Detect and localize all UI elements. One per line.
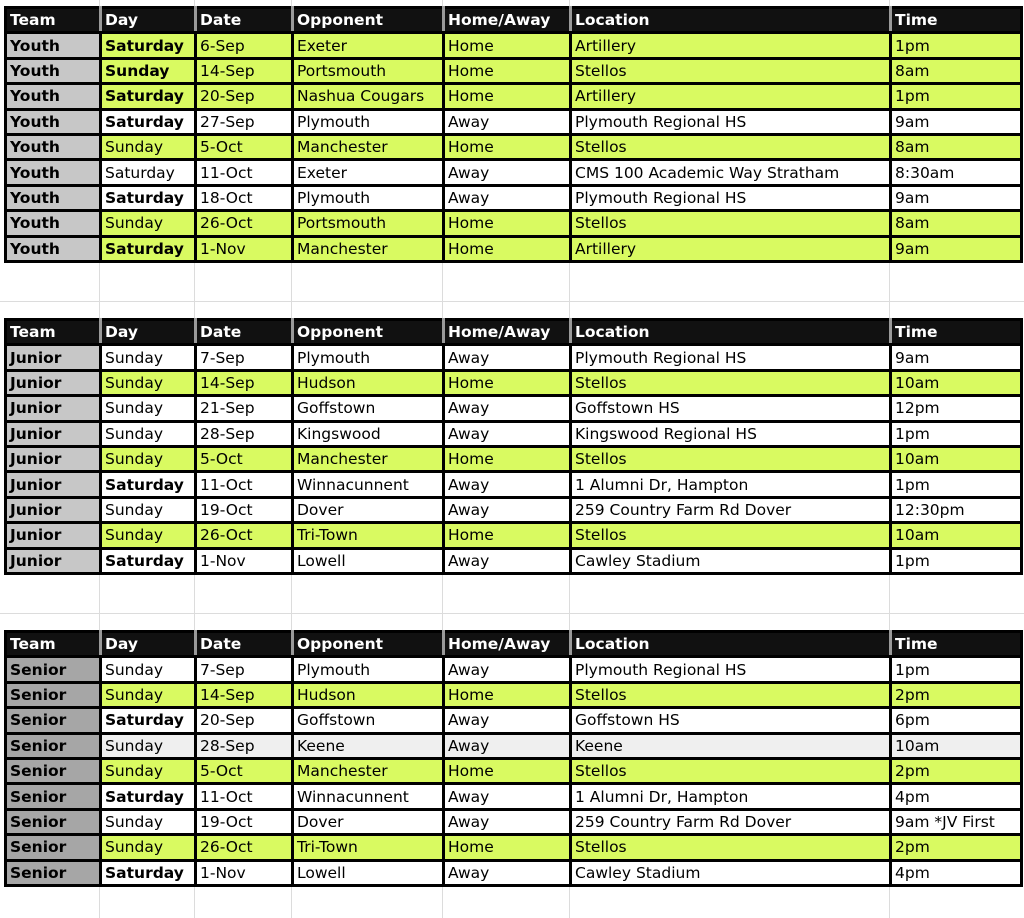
column-header-opponent: Opponent [293, 320, 444, 345]
team-cell: Junior [6, 345, 101, 370]
location-cell: Stellos [571, 758, 891, 783]
home-away-cell: Home [444, 682, 571, 707]
day-cell: Saturday [101, 784, 196, 809]
team-cell: Senior [6, 708, 101, 733]
day-cell: Sunday [101, 211, 196, 236]
time-cell: 10am [891, 523, 1022, 548]
home-away-cell: Away [444, 345, 571, 370]
date-cell: 7-Sep [196, 345, 293, 370]
time-cell: 8:30am [891, 160, 1022, 185]
time-cell: 8am [891, 211, 1022, 236]
time-cell: 8am [891, 58, 1022, 83]
column-header-location: Location [571, 8, 891, 33]
home-away-cell: Away [444, 733, 571, 758]
table-row [6, 345, 1022, 370]
table-row [6, 809, 1022, 834]
home-away-cell: Away [444, 185, 571, 210]
home-away-cell: Home [444, 33, 571, 58]
opponent-cell: Plymouth [293, 185, 444, 210]
home-away-cell: Home [444, 758, 571, 783]
table-row [6, 548, 1022, 573]
team-cell: Youth [6, 211, 101, 236]
time-cell: 2pm [891, 758, 1022, 783]
home-away-cell: Home [444, 134, 571, 159]
table-row [6, 784, 1022, 809]
home-away-cell: Home [444, 236, 571, 261]
day-cell: Saturday [101, 472, 196, 497]
column-header-home-away: Home/Away [444, 320, 571, 345]
opponent-cell: Plymouth [293, 657, 444, 682]
location-cell: Stellos [571, 523, 891, 548]
location-cell: 1 Alumni Dr, Hampton [571, 472, 891, 497]
opponent-cell: Portsmouth [293, 58, 444, 83]
day-cell: Sunday [101, 446, 196, 471]
table-row [6, 33, 1022, 58]
column-header-day: Day [101, 8, 196, 33]
day-cell: Sunday [101, 835, 196, 860]
day-cell: Sunday [101, 345, 196, 370]
home-away-cell: Away [444, 472, 571, 497]
location-cell: Goffstown HS [571, 396, 891, 421]
date-cell: 14-Sep [196, 58, 293, 83]
time-cell: 2pm [891, 835, 1022, 860]
day-cell: Sunday [101, 809, 196, 834]
location-cell: Cawley Stadium [571, 548, 891, 573]
table-row [6, 835, 1022, 860]
date-cell: 7-Sep [196, 657, 293, 682]
opponent-cell: Hudson [293, 370, 444, 395]
home-away-cell: Away [444, 160, 571, 185]
day-cell: Saturday [101, 109, 196, 134]
youth-schedule-table [4, 6, 1023, 263]
opponent-cell: Winnacunnent [293, 472, 444, 497]
location-cell: Stellos [571, 211, 891, 236]
team-cell: Junior [6, 370, 101, 395]
team-cell: Junior [6, 523, 101, 548]
team-cell: Senior [6, 758, 101, 783]
date-cell: 6-Sep [196, 33, 293, 58]
location-cell: Plymouth Regional HS [571, 185, 891, 210]
date-cell: 26-Oct [196, 523, 293, 548]
table-row [6, 758, 1022, 783]
table-row [6, 523, 1022, 548]
location-cell: Stellos [571, 835, 891, 860]
time-cell: 10am [891, 733, 1022, 758]
home-away-cell: Home [444, 370, 571, 395]
home-away-cell: Home [444, 523, 571, 548]
opponent-cell: Dover [293, 809, 444, 834]
column-header-date: Date [196, 8, 293, 33]
date-cell: 26-Oct [196, 835, 293, 860]
header-row [6, 632, 1022, 657]
grid-line [0, 301, 1024, 302]
table-row [6, 682, 1022, 707]
time-cell: 6pm [891, 708, 1022, 733]
home-away-cell: Home [444, 835, 571, 860]
home-away-cell: Home [444, 211, 571, 236]
team-cell: Youth [6, 185, 101, 210]
table-row [6, 58, 1022, 83]
time-cell: 8am [891, 134, 1022, 159]
team-cell: Youth [6, 160, 101, 185]
team-cell: Youth [6, 58, 101, 83]
location-cell: Artillery [571, 33, 891, 58]
day-cell: Saturday [101, 236, 196, 261]
location-cell: Plymouth Regional HS [571, 109, 891, 134]
time-cell: 2pm [891, 682, 1022, 707]
team-cell: Senior [6, 784, 101, 809]
team-cell: Junior [6, 472, 101, 497]
day-cell: Sunday [101, 657, 196, 682]
team-cell: Youth [6, 236, 101, 261]
team-cell: Junior [6, 446, 101, 471]
date-cell: 5-Oct [196, 758, 293, 783]
table-row [6, 84, 1022, 109]
home-away-cell: Home [444, 58, 571, 83]
column-header-day: Day [101, 320, 196, 345]
day-cell: Sunday [101, 733, 196, 758]
location-cell: Plymouth Regional HS [571, 657, 891, 682]
table-row [6, 446, 1022, 471]
time-cell: 9am [891, 109, 1022, 134]
column-header-day: Day [101, 632, 196, 657]
time-cell: 9am *JV First [891, 809, 1022, 834]
location-cell: CMS 100 Academic Way Stratham [571, 160, 891, 185]
opponent-cell: Dover [293, 497, 444, 522]
team-cell: Junior [6, 548, 101, 573]
home-away-cell: Away [444, 784, 571, 809]
column-header-home-away: Home/Away [444, 8, 571, 33]
column-header-team: Team [6, 320, 101, 345]
time-cell: 10am [891, 370, 1022, 395]
opponent-cell: Manchester [293, 236, 444, 261]
header-row [6, 320, 1022, 345]
opponent-cell: Manchester [293, 446, 444, 471]
day-cell: Sunday [101, 523, 196, 548]
column-header-time: Time [891, 632, 1022, 657]
team-cell: Youth [6, 109, 101, 134]
junior-schedule-table [4, 318, 1023, 575]
team-cell: Senior [6, 733, 101, 758]
home-away-cell: Home [444, 84, 571, 109]
column-header-opponent: Opponent [293, 8, 444, 33]
column-header-team: Team [6, 8, 101, 33]
table-row [6, 160, 1022, 185]
column-header-home-away: Home/Away [444, 632, 571, 657]
date-cell: 1-Nov [196, 548, 293, 573]
opponent-cell: Keene [293, 733, 444, 758]
column-header-date: Date [196, 320, 293, 345]
date-cell: 28-Sep [196, 421, 293, 446]
team-cell: Senior [6, 809, 101, 834]
date-cell: 21-Sep [196, 396, 293, 421]
time-cell: 9am [891, 236, 1022, 261]
home-away-cell: Away [444, 421, 571, 446]
opponent-cell: Portsmouth [293, 211, 444, 236]
date-cell: 1-Nov [196, 236, 293, 261]
day-cell: Sunday [101, 134, 196, 159]
header-row [6, 8, 1022, 33]
opponent-cell: Lowell [293, 548, 444, 573]
day-cell: Sunday [101, 497, 196, 522]
day-cell: Sunday [101, 758, 196, 783]
date-cell: 1-Nov [196, 860, 293, 885]
home-away-cell: Away [444, 860, 571, 885]
day-cell: Saturday [101, 185, 196, 210]
location-cell: Cawley Stadium [571, 860, 891, 885]
team-cell: Youth [6, 33, 101, 58]
location-cell: Stellos [571, 446, 891, 471]
date-cell: 11-Oct [196, 472, 293, 497]
team-cell: Senior [6, 682, 101, 707]
day-cell: Saturday [101, 33, 196, 58]
date-cell: 26-Oct [196, 211, 293, 236]
table-row [6, 211, 1022, 236]
table-row [6, 134, 1022, 159]
location-cell: Stellos [571, 682, 891, 707]
home-away-cell: Home [444, 446, 571, 471]
day-cell: Saturday [101, 708, 196, 733]
day-cell: Saturday [101, 160, 196, 185]
table-row [6, 109, 1022, 134]
table-row [6, 396, 1022, 421]
opponent-cell: Goffstown [293, 396, 444, 421]
day-cell: Sunday [101, 396, 196, 421]
day-cell: Saturday [101, 84, 196, 109]
time-cell: 4pm [891, 784, 1022, 809]
day-cell: Sunday [101, 682, 196, 707]
time-cell: 1pm [891, 548, 1022, 573]
location-cell: Artillery [571, 236, 891, 261]
table-row [6, 421, 1022, 446]
date-cell: 20-Sep [196, 84, 293, 109]
table-row [6, 657, 1022, 682]
day-cell: Saturday [101, 860, 196, 885]
date-cell: 28-Sep [196, 733, 293, 758]
column-header-opponent: Opponent [293, 632, 444, 657]
table-row [6, 497, 1022, 522]
column-header-date: Date [196, 632, 293, 657]
location-cell: Keene [571, 733, 891, 758]
table-row [6, 860, 1022, 885]
grid-line [0, 613, 1024, 614]
opponent-cell: Plymouth [293, 345, 444, 370]
day-cell: Sunday [101, 421, 196, 446]
date-cell: 11-Oct [196, 160, 293, 185]
time-cell: 12:30pm [891, 497, 1022, 522]
time-cell: 1pm [891, 33, 1022, 58]
column-header-location: Location [571, 320, 891, 345]
opponent-cell: Exeter [293, 33, 444, 58]
time-cell: 1pm [891, 657, 1022, 682]
team-cell: Junior [6, 497, 101, 522]
table-row [6, 708, 1022, 733]
team-cell: Senior [6, 835, 101, 860]
opponent-cell: Tri-Town [293, 835, 444, 860]
team-cell: Youth [6, 134, 101, 159]
location-cell: 259 Country Farm Rd Dover [571, 497, 891, 522]
opponent-cell: Nashua Cougars [293, 84, 444, 109]
date-cell: 27-Sep [196, 109, 293, 134]
home-away-cell: Away [444, 809, 571, 834]
table-row [6, 472, 1022, 497]
home-away-cell: Away [444, 109, 571, 134]
location-cell: Stellos [571, 370, 891, 395]
time-cell: 1pm [891, 84, 1022, 109]
opponent-cell: Goffstown [293, 708, 444, 733]
day-cell: Sunday [101, 370, 196, 395]
location-cell: 259 Country Farm Rd Dover [571, 809, 891, 834]
date-cell: 19-Oct [196, 497, 293, 522]
time-cell: 12pm [891, 396, 1022, 421]
location-cell: Stellos [571, 58, 891, 83]
time-cell: 1pm [891, 421, 1022, 446]
time-cell: 9am [891, 345, 1022, 370]
column-header-location: Location [571, 632, 891, 657]
date-cell: 18-Oct [196, 185, 293, 210]
home-away-cell: Away [444, 548, 571, 573]
opponent-cell: Tri-Town [293, 523, 444, 548]
column-header-time: Time [891, 8, 1022, 33]
table-row [6, 370, 1022, 395]
home-away-cell: Away [444, 657, 571, 682]
date-cell: 14-Sep [196, 370, 293, 395]
team-cell: Senior [6, 860, 101, 885]
date-cell: 5-Oct [196, 446, 293, 471]
date-cell: 14-Sep [196, 682, 293, 707]
day-cell: Sunday [101, 58, 196, 83]
date-cell: 11-Oct [196, 784, 293, 809]
opponent-cell: Manchester [293, 134, 444, 159]
opponent-cell: Kingswood [293, 421, 444, 446]
team-cell: Senior [6, 657, 101, 682]
time-cell: 4pm [891, 860, 1022, 885]
location-cell: 1 Alumni Dr, Hampton [571, 784, 891, 809]
opponent-cell: Exeter [293, 160, 444, 185]
table-row [6, 733, 1022, 758]
date-cell: 19-Oct [196, 809, 293, 834]
location-cell: Goffstown HS [571, 708, 891, 733]
table-row [6, 236, 1022, 261]
time-cell: 9am [891, 185, 1022, 210]
location-cell: Kingswood Regional HS [571, 421, 891, 446]
home-away-cell: Away [444, 396, 571, 421]
opponent-cell: Plymouth [293, 109, 444, 134]
team-cell: Junior [6, 396, 101, 421]
opponent-cell: Hudson [293, 682, 444, 707]
opponent-cell: Manchester [293, 758, 444, 783]
table-row [6, 185, 1022, 210]
home-away-cell: Away [444, 708, 571, 733]
column-header-time: Time [891, 320, 1022, 345]
day-cell: Saturday [101, 548, 196, 573]
opponent-cell: Lowell [293, 860, 444, 885]
time-cell: 1pm [891, 472, 1022, 497]
date-cell: 5-Oct [196, 134, 293, 159]
opponent-cell: Winnacunnent [293, 784, 444, 809]
team-cell: Youth [6, 84, 101, 109]
home-away-cell: Away [444, 497, 571, 522]
time-cell: 10am [891, 446, 1022, 471]
column-header-team: Team [6, 632, 101, 657]
location-cell: Stellos [571, 134, 891, 159]
date-cell: 20-Sep [196, 708, 293, 733]
team-cell: Junior [6, 421, 101, 446]
senior-schedule-table [4, 630, 1023, 887]
location-cell: Plymouth Regional HS [571, 345, 891, 370]
location-cell: Artillery [571, 84, 891, 109]
